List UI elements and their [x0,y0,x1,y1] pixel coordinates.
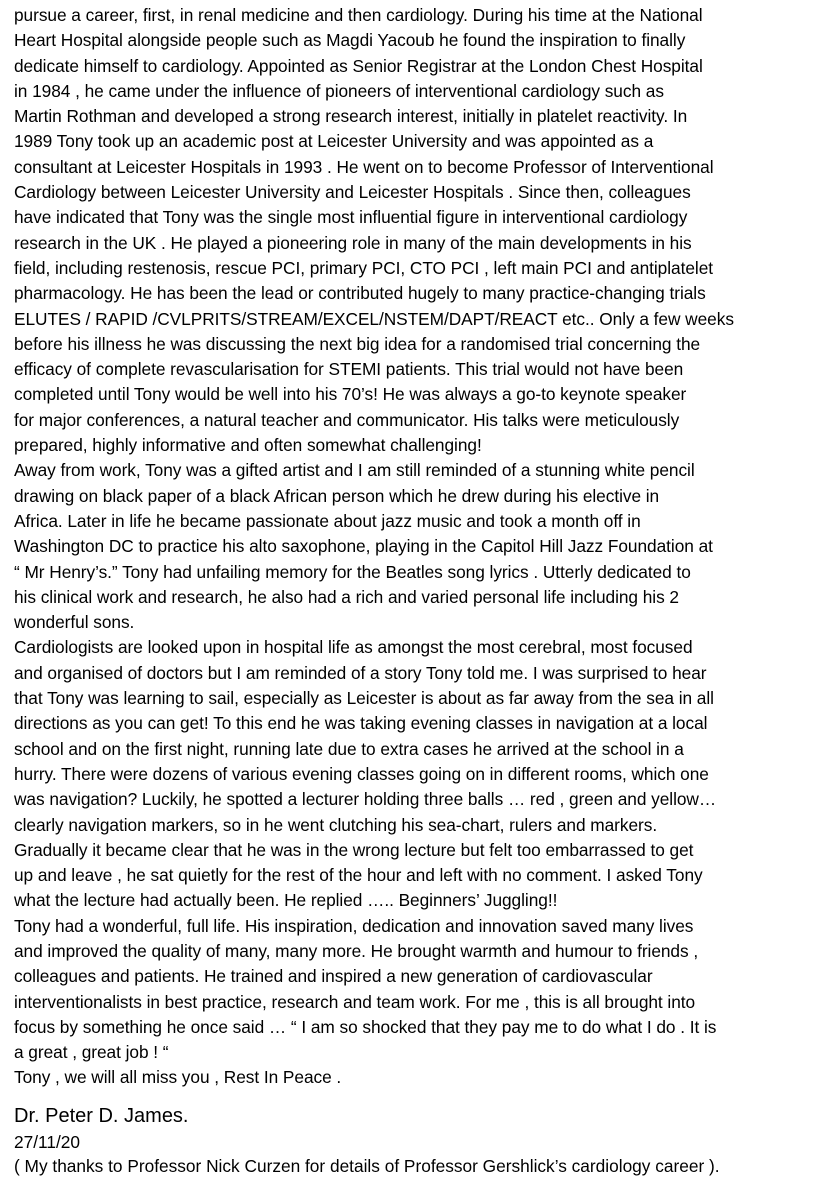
text-line: Tony , we will all miss you , Rest In Peace . [14,1067,342,1088]
text-line: Martin Rothman and developed a strong research interest, initially in platelet reactivity. In [14,106,688,127]
text-line: Gradually it became clear that he was in the wrong lecture but felt too embarrassed to get [14,839,694,860]
text-line: ELUTES / RAPID /CVLPRITS/STREAM/EXCEL/NSTEM/DAPT/REACT etc.. Only a few weeks [14,308,734,329]
text-line: interventionalists in best practice, research and team work. For me , this is all brought into [14,991,696,1012]
text-line: prepared, highly informative and often somewhat challenging! [14,435,482,456]
text-line: was navigation? Luckily, he spotted a lecturer holding three balls … red , green and yellow… [14,789,717,810]
signature-date: 27/11/20 [14,1131,80,1152]
text-line: pursue a career, first, in renal medicine and then cardiology. During his time at the National [14,5,703,25]
text-line: colleagues and patients. He trained and inspired a new generation of cardiovascular [14,966,653,987]
text-line: field, including restenosis, rescue PCI, primary PCI, CTO PCI , left main PCI and antiplatelet [14,257,714,278]
text-line: and improved the quality of many, many more. He brought warmth and humour to friends , [14,940,699,961]
text-line: his clinical work and research, he also had a rich and varied personal life including his 2 [14,586,679,607]
text-line: focus by something he once said … “ I am so shocked that they pay me to do what I do . It is [14,1016,717,1037]
text-line: hurry. There were dozens of various evening classes going on in different rooms, which one [14,763,709,784]
text-line: that Tony was learning to sail, especially as Leicester is about as far away from the sea in all [14,688,714,709]
body-text [14,3,811,1091]
text-line: “ Mr Henry’s.” Tony had unfailing memory for the Beatles song lyrics . Utterly dedicated to [14,561,691,582]
author-name: Dr. Peter D. James. [14,1104,189,1127]
text-line: before his illness he was discussing the next big idea for a randomised trial concerning the [14,333,701,354]
text-line: a great , great job ! “ [14,1042,169,1063]
text-line: Tony had a wonderful, full life. His inspiration, dedication and innovation saved many lives [14,915,694,936]
text-line: for major conferences, a natural teacher and communicator. His talks were meticulously [14,409,680,430]
text-line: and organised of doctors but I am reminded of a story Tony told me. I was surprised to hear [14,662,707,683]
text-line: Heart Hospital alongside people such as Magdi Yacoub he found the inspiration to finally [14,30,686,51]
text-line: wonderful sons. [14,612,135,633]
text-line: efficacy of complete revascularisation for STEMI patients. This trial would not have been [14,359,684,380]
text-line: clearly navigation markers, so in he went clutching his sea-chart, rulers and markers. [14,814,658,835]
text-line: directions as you can get! To this end he was taking evening classes in navigation at a local [14,713,708,734]
text-line: in 1984 , he came under the influence of pioneers of interventional cardiology such as [14,80,664,101]
text-line: dedicate himself to cardiology. Appointed as Senior Registrar at the London Chest Hospital [14,55,703,76]
acknowledgement-note: ( My thanks to Professor Nick Curzen for details of Professor Gershlick’s cardiology career ). [14,1156,720,1177]
text-line: consultant at Leicester Hospitals in 1993 . He went on to become Professor of Interventional [14,156,714,177]
text-line: up and leave , he sat quietly for the rest of the hour and left with no comment. I asked Tony [14,865,703,886]
text-line: pharmacology. He has been the lead or contributed hugely to many practice-changing trials [14,283,706,304]
text-line: Africa. Later in life he became passionate about jazz music and took a month off in [14,510,641,531]
text-line: 1989 Tony took up an academic post at Leicester University and was appointed as a [14,131,654,152]
text-line: Away from work, Tony was a gifted artist and I am still reminded of a stunning white pencil [14,460,695,481]
text-line: school and on the first night, running late due to extra cases he arrived at the school in a [14,738,684,759]
text-line: drawing on black paper of a black African person which he drew during his elective in [14,485,660,506]
text-line: Cardiologists are looked upon in hospital life as amongst the most cerebral, most focused [14,637,693,658]
text-line: have indicated that Tony was the single most influential figure in interventional cardiology [14,207,688,228]
signature-block [14,1102,811,1179]
text-line: completed until Tony would be well into his 70’s! He was always a go-to keynote speaker [14,384,687,405]
text-line: what the lecture had actually been. He replied ….. Beginners’ Juggling!! [14,890,558,911]
text-line: Cardiology between Leicester University and Leicester Hospitals . Since then, colleagues [14,182,691,203]
signature-spacer [14,1091,811,1102]
text-line: research in the UK . He played a pioneering role in many of the main developments in his [14,232,692,253]
text-line: Washington DC to practice his alto saxophone, playing in the Capitol Hill Jazz Foundation at [14,536,713,557]
